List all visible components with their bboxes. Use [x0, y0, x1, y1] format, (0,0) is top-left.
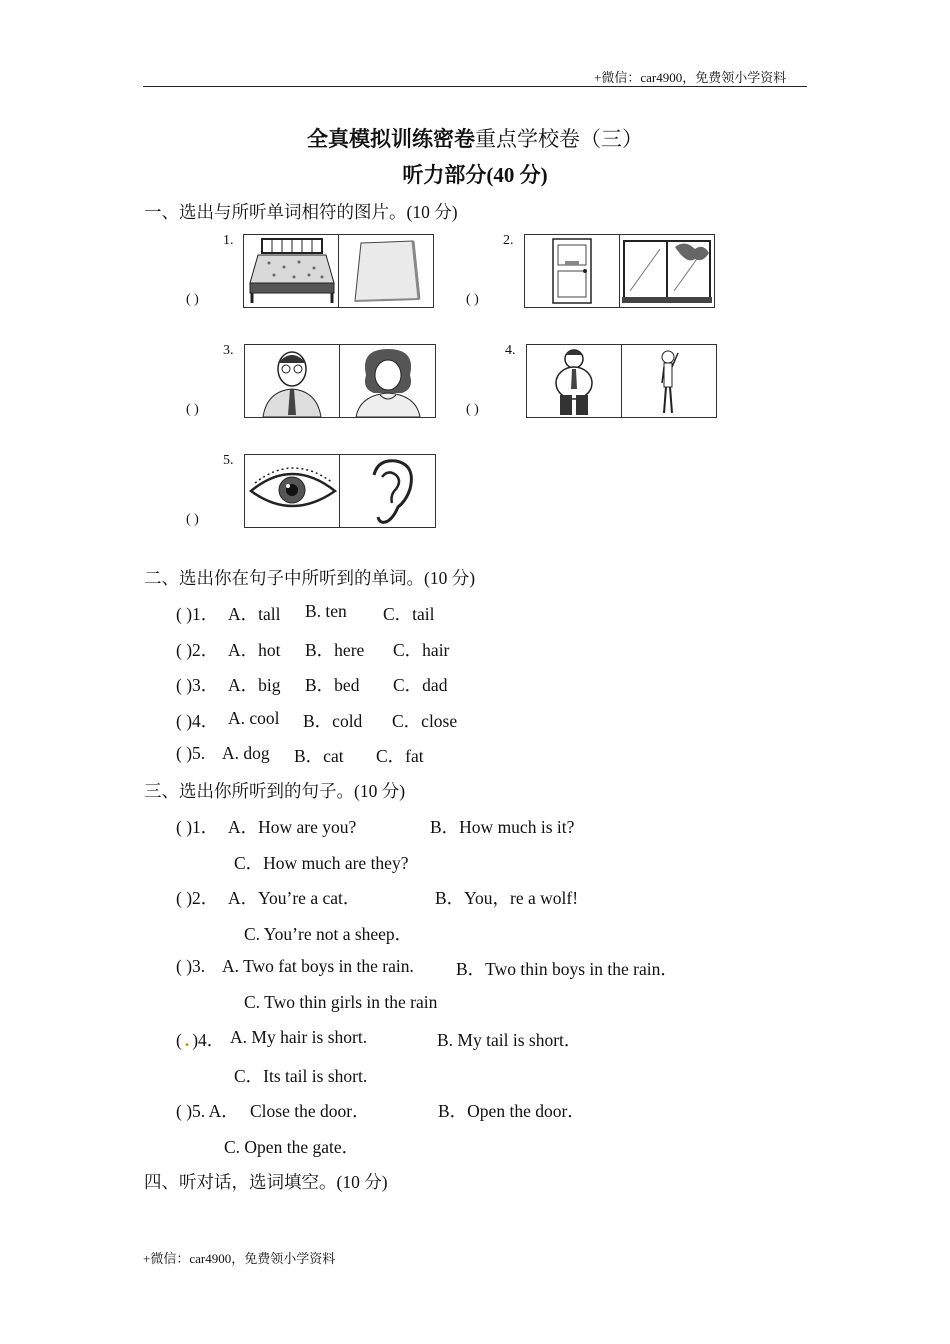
- pic-item-5-blank[interactable]: ( ): [186, 512, 199, 527]
- title-normal: 重点学校卷（三）: [475, 127, 643, 151]
- pic-item-1-blank[interactable]: ( ): [186, 292, 199, 307]
- p3-q1-option-b: B．How much is it?: [430, 817, 575, 837]
- p3-q2-option-a: A．You’re a cat．: [228, 888, 361, 908]
- p2-q3-option-c: C．dad: [393, 675, 448, 695]
- window-picture[interactable]: [619, 234, 715, 308]
- ear-picture[interactable]: [339, 454, 436, 528]
- p3-q4-option-b: B. My tail is short．: [437, 1030, 582, 1050]
- pic-item-1-number: 1.: [223, 233, 234, 248]
- p3-q4-option-a: A. My hair is short.: [230, 1027, 368, 1047]
- p2-q5-number[interactable]: ( )5.: [176, 743, 206, 763]
- p3-q4-number[interactable]: [176, 1027, 224, 1052]
- p2-q4-option-a: A. cool: [228, 708, 280, 728]
- p2-q2-number[interactable]: ( )2．: [176, 640, 219, 660]
- door-picture[interactable]: [524, 234, 621, 308]
- p3-q3-option-c: C. Two thin girls in the rain: [244, 992, 438, 1012]
- part3-heading: 三、选出你所听到的句子。(10 分): [144, 781, 406, 801]
- footer-note: +微信：car4900，免费领小学资料: [143, 1251, 336, 1266]
- p3-q4-close: )4．: [192, 1030, 225, 1050]
- p2-q2-option-c: C．hair: [393, 640, 450, 660]
- p3-q5-option-c: C. Open the gate．: [224, 1137, 360, 1157]
- eye-picture[interactable]: [244, 454, 341, 528]
- p3-q5-option-a: Close the door．: [250, 1101, 370, 1121]
- part1-heading: 一、选出与所听单词相符的图片。(10 分): [144, 202, 458, 222]
- part2-heading: 二、选出你在句子中所听到的单词。(10 分): [144, 568, 476, 588]
- pic-item-3-blank[interactable]: ( ): [186, 402, 199, 417]
- p3-q4-option-c: C．Its tail is short.: [234, 1066, 368, 1086]
- p2-q3-option-b: B．bed: [305, 675, 360, 695]
- page-subtitle: 听力部分(40 分): [402, 163, 548, 187]
- bed-picture[interactable]: [243, 234, 340, 308]
- p2-q4-option-c: C．close: [392, 711, 458, 731]
- p2-q1-number[interactable]: ( )1．: [176, 604, 219, 624]
- pic-item-4-blank[interactable]: ( ): [466, 402, 479, 417]
- p2-q3-number[interactable]: ( )3．: [176, 675, 219, 695]
- man-picture[interactable]: [244, 344, 341, 418]
- p3-q5-option-b: B．Open the door．: [438, 1101, 585, 1121]
- part4-heading: 四、听对话，选词填空。(10 分): [144, 1172, 388, 1192]
- p3-q1-option-a: A．How are you?: [228, 817, 357, 837]
- p2-q1-option-b: B. ten: [305, 601, 347, 621]
- woman-picture[interactable]: [339, 344, 436, 418]
- p2-q3-option-a: A．big: [228, 675, 281, 695]
- p2-q1-option-a: A．tall: [228, 604, 281, 624]
- p2-q2-option-a: A．hot: [228, 640, 281, 660]
- p2-q1-option-c: C．tail: [383, 604, 435, 624]
- pic-item-5-number: 5.: [223, 453, 234, 468]
- title-bold: 全真模拟训练密卷: [307, 127, 475, 151]
- p2-q2-option-b: B．here: [305, 640, 365, 660]
- fat-man-picture[interactable]: [526, 344, 623, 418]
- p3-q1-option-c: C．How much are they?: [234, 853, 409, 873]
- p3-q3-option-b: B．Two thin boys in the rain．: [456, 959, 678, 979]
- p3-q4-open: (: [176, 1030, 182, 1050]
- page-title: [0, 123, 950, 153]
- p2-q4-number[interactable]: ( )4．: [176, 711, 219, 731]
- p3-q5-number[interactable]: ( )5. A．: [176, 1101, 239, 1121]
- p2-q5-option-a: A. dog: [222, 743, 270, 763]
- book-picture[interactable]: [338, 234, 434, 308]
- thin-man-picture[interactable]: [621, 344, 717, 418]
- pic-item-4-number: 4.: [505, 343, 516, 358]
- p2-q5-option-c: C．fat: [376, 746, 424, 766]
- p3-q2-number[interactable]: ( )2．: [176, 888, 219, 908]
- pic-item-2-blank[interactable]: ( ): [466, 292, 479, 307]
- p3-q2-option-b: B．You，re a wolf!: [435, 888, 579, 908]
- header-note: +微信：car4900，免费领小学资料: [594, 70, 787, 85]
- p3-q4-mark: .: [184, 1030, 190, 1050]
- p3-q3-number[interactable]: ( )3.: [176, 956, 206, 976]
- p2-q4-option-b: B．cold: [303, 711, 363, 731]
- p2-q5-option-b: B．cat: [294, 746, 344, 766]
- header-rule: [143, 86, 807, 87]
- pic-item-2-number: 2.: [503, 233, 514, 248]
- p3-q3-option-a: A. Two fat boys in the rain.: [222, 956, 414, 976]
- pic-item-3-number: 3.: [223, 343, 234, 358]
- p3-q1-number[interactable]: ( )1．: [176, 817, 219, 837]
- p3-q2-option-c: C. You’re not a sheep．: [244, 924, 413, 944]
